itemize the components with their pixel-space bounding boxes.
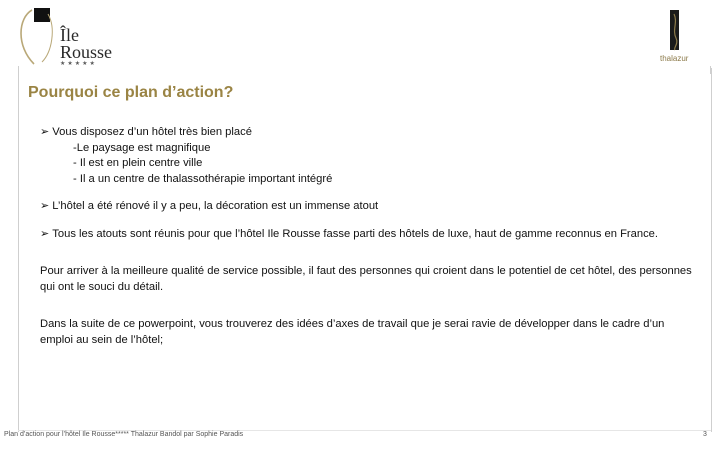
bullet-text: L’hôtel a été rénové il y a peu, la décoration est un immense atout xyxy=(52,200,379,212)
brand-name-line-2: Rousse xyxy=(60,42,113,62)
bullet-text: Tous les atouts sont réunis pour que l’hôtel Ile Rousse fasse parti des hôtels de luxe, haut de gamme reconnus en France. xyxy=(52,227,658,240)
paragraph: Dans la suite de ce powerpoint, vous trouverez des idées d’axes de travail que je serai ravie de développer dans le cadre d’un emploi au sein de l’hôtel; xyxy=(40,318,665,346)
bullet-item xyxy=(40,227,700,243)
partner-logo-mark-icon xyxy=(660,8,694,54)
hotel-logo xyxy=(12,6,122,68)
paragraph: Pour arriver à la meilleure qualité de service possible, il faut des personnes qui croient dans le potentiel de cet hôtel, des personnes qui ont le souci du détail. xyxy=(40,265,692,293)
arrow-bullet-icon: ➢ xyxy=(40,126,53,138)
arrow-bullet-icon: ➢ xyxy=(40,200,53,212)
bullet-item xyxy=(40,125,700,141)
footer-text: Plan d’action pour l’hôtel Ile Rousse***** Thalazur Bandol par Sophie Paradis xyxy=(4,431,244,438)
brand-name-line-1: Île xyxy=(60,25,79,45)
slide-title: Pourquoi ce plan d’action? xyxy=(28,84,234,101)
bullet-text: Vous disposez d’un hôtel très bien placé xyxy=(52,126,252,138)
bullet-item xyxy=(40,199,700,215)
sub-item: - Il est en plein centre ville xyxy=(73,157,203,169)
partner-logo-text: thalazur xyxy=(660,54,689,63)
sub-item: - Il a un centre de thalassothérapie important intégré xyxy=(73,172,333,185)
page-number: 3 xyxy=(703,431,707,438)
sub-item: -Le paysage est magnifique xyxy=(73,141,211,154)
partner-logo xyxy=(660,8,694,66)
brand-stars: ★★★★★ xyxy=(60,61,97,67)
arrow-bullet-icon: ➢ xyxy=(40,227,53,240)
slide-content xyxy=(40,125,700,348)
